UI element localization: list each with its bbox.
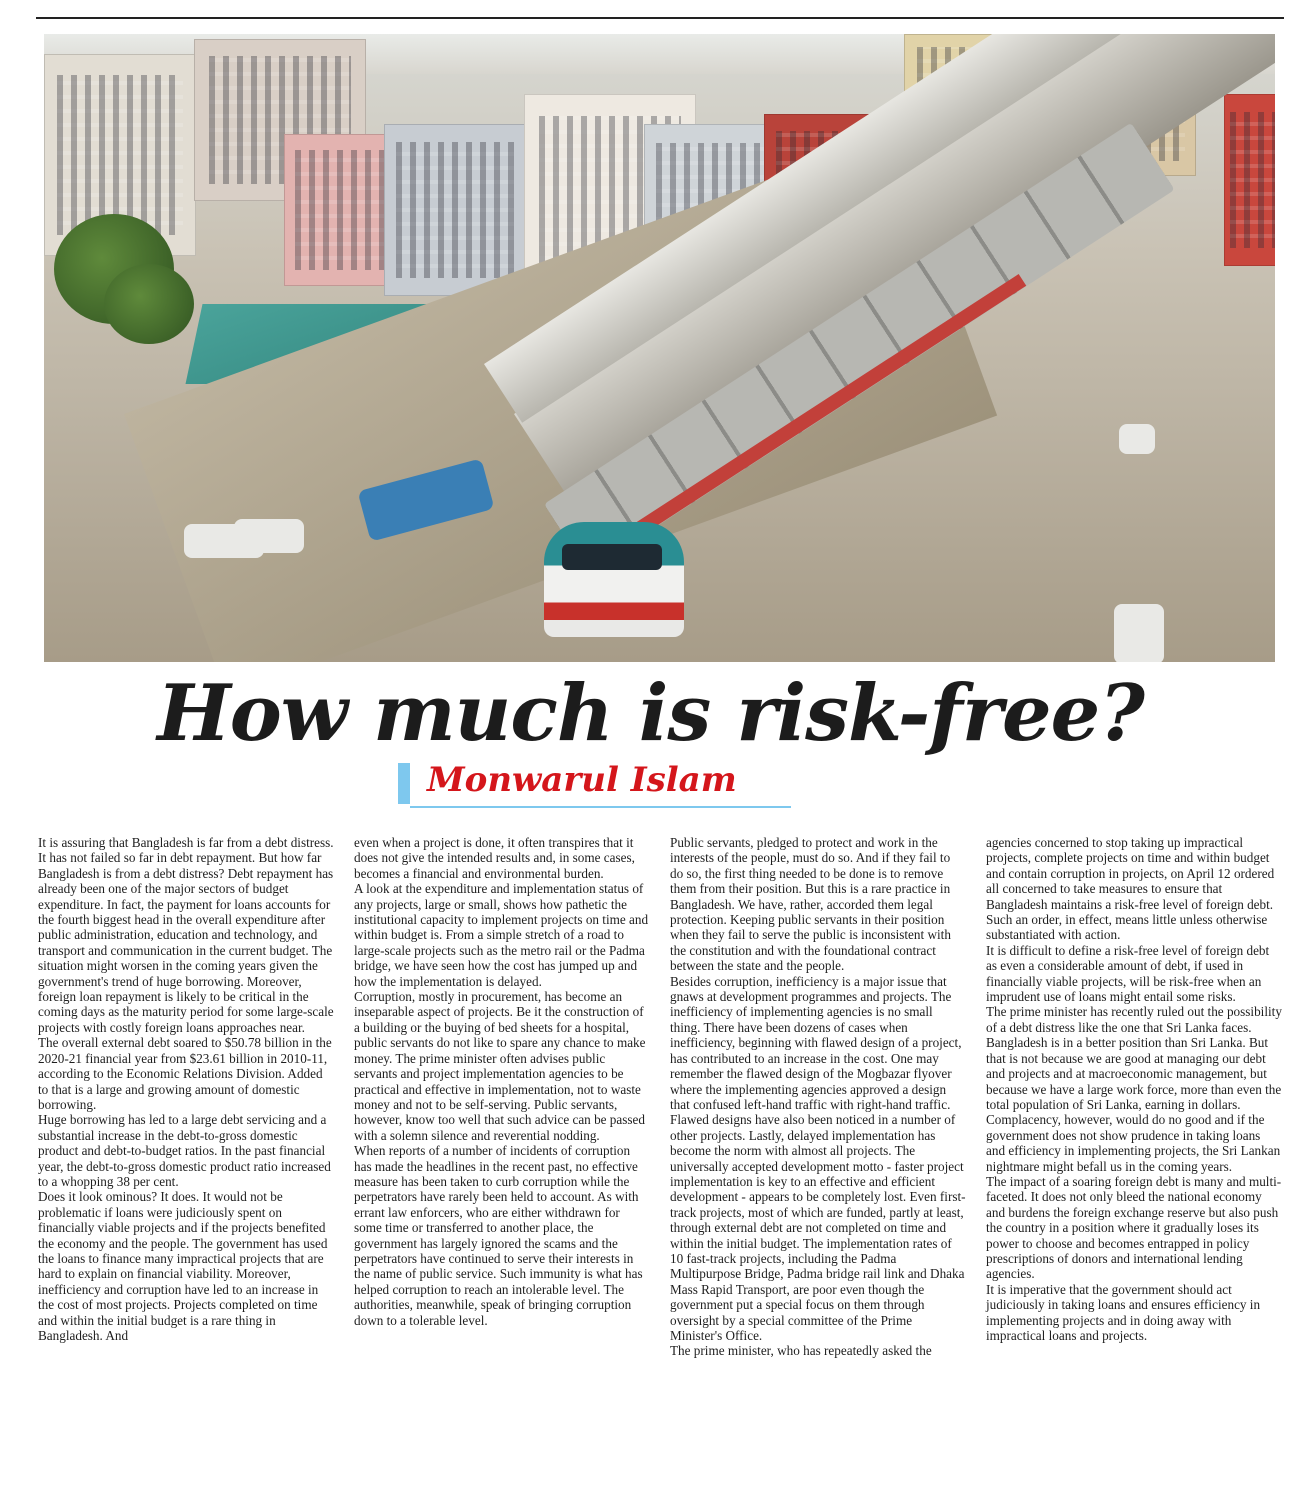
- paragraph: A look at the expenditure and implementation status of any projects, large or small, shows how pathetic the institutional capacity to implement projects on time and within budget is. From a simple stretch of a road to large-scale projects such as the metro rail or the Padma bridge, we have seen how the cost has jumped up and how the implementation is delayed.: [354, 881, 649, 989]
- paragraph: even when a project is done, it often transpires that it does not give the intended results and, in some cases, becomes a financial and environmental burden.: [354, 835, 635, 881]
- byline-accent-bar: [398, 763, 410, 804]
- top-rule: [36, 17, 1284, 19]
- article-column-4: [986, 835, 1282, 1343]
- paragraph: Corruption, mostly in procurement, has become an inseparable aspect of projects. Be it the construction of a building or the buying of bed sheets for a hospital, public servants do not like to spare any chance to make money. The prime minister often advises public servants and project implementation agencies to be practical and effective in implementation, not to waste money and not to be self-serving. Public servants, however, know too well that such advice can be passed with a solemn silence and reverential nodding.: [354, 989, 646, 1143]
- paragraph: Besides corruption, inefficiency is a major issue that gnaws at development programmes and projects. The inefficiency of implementing agencies is no small thing. There have been dozens of cases when inefficiency, beginning with flawed design of a project, has contributed to an increase in the cost. One may remember the flawed design of the Mogbazar flyover where the implementing agencies approved a design that confused left-hand traffic with right-hand traffic. Flawed designs have also been noticed in a number of other projects. Lastly, delayed implementation has become the norm with almost all projects. The universally accepted development motto - faster project implementation is key to an effective and efficient development - appears to be completely lost. Even first-track projects, most of which are funded, partly at least, through external debt are not completed on time and within the initial budget. The implementation rates of 10 fast-track projects, including the Padma Multipurpose Bridge, Padma bridge rail link and Dhaka Mass Rapid Transport, are poor even though the government put a special focus on them through oversight by a special committee of the Prime Minister's Office.: [670, 973, 966, 1343]
- paragraph: It is imperative that the government should act judiciously in taking loans and ensures efficiency in implementing projects and in doing away with impractical loans and projects.: [986, 1281, 1261, 1343]
- train-windshield: [562, 544, 662, 570]
- paragraph: It is assuring that Bangladesh is far from a debt distress. It has not failed so far in debt repayment. But how far Bangladesh is from a debt distress? Debt repayment has already been one of the major sectors of budget expenditure. In fact, the payment for loans accounts for the fourth biggest head in the overall expenditure after public administration, education and technology, and transport and communication in the current budget. The situation might worsen in the coming years given the government's trend of huge borrowing. Moreover, foreign loan repayment is likely to be critical in the coming days as the maturity period for some large-scale projects with costly foreign loans approaches near.: [38, 835, 334, 1035]
- article-column-1: [38, 835, 334, 1343]
- paragraph: Huge borrowing has led to a large debt servicing and a substantial increase in the debt-to-gross domestic product and debt-to-budget ratios. In the past financial year, the debt-to-gross domestic product ratio increased to a whopping 38 per cent.: [38, 1112, 331, 1189]
- headline: How much is risk-free?: [157, 668, 1144, 759]
- van: [1119, 424, 1155, 454]
- byline: Monwarul Islam: [427, 760, 737, 800]
- tree: [104, 264, 194, 344]
- train-front: [544, 522, 684, 637]
- paragraph: The impact of a soaring foreign debt is many and multi-faceted. It does not only bleed the national economy and burdens the foreign exchange reserve but also push the country in a position where it gradually loses its power to choose and becomes entrapped in policy prescriptions of donors and international lending agencies.: [986, 1173, 1282, 1282]
- paragraph: Complacency, however, would do no good and if the government does not show prudence in taking loans and efficiency in implementing projects, the Sri Lankan nightmare might befall us in the coming years.: [986, 1112, 1281, 1174]
- paragraph: Does it look ominous? It does. It would not be problematic if loans were judiciously spent on financially viable projects and if the projects benefited the economy and the people. The government has used the loans to finance many impractical projects that are hard to explain on financial viability. Moreover, inefficiency and corruption have led to an increase in the cost of most projects. Projects completed on time and within the initial budget is a rare thing in Bangladesh. And: [38, 1189, 328, 1343]
- building: [384, 124, 526, 296]
- paragraph: When reports of a number of incidents of corruption has made the headlines in the recent past, no effective measure has been taken to curb corruption while the perpetrators have rarely been held to account. As with errant law enforcers, who are either withdrawn for some time or transferred to another place, the government has largely ignored the scams and the perpetrators have continued to serve their interests in the name of public service. Such immunity is what has helped corruption to reach an intolerable level. The authorities, meanwhile, speak of bringing corruption down to a tolerable level.: [354, 1143, 643, 1328]
- byline-underline: [410, 806, 791, 808]
- paragraph: The prime minister, who has repeatedly asked the: [670, 1343, 932, 1359]
- article-column-2: [354, 835, 650, 1328]
- metro-rail-photo: [44, 34, 1275, 662]
- article-column-3: [670, 835, 966, 1359]
- paragraph: Public servants, pledged to protect and work in the interests of the people, must do so. And if they fail to do so, the first thing needed to be done is to remove them from their position. But this is a rare practice in Bangladesh. We have, rather, accorded them legal protection. Keeping public servants in their position when they fail to serve the public is inconsistent with the constitution and with the foundational contract between the state and the people.: [670, 835, 951, 974]
- van: [234, 519, 304, 553]
- paragraph: agencies concerned to stop taking up impractical projects, complete projects on time and within budget and contain corruption in projects, on April 12 ordered all concerned to take measures to ensure that Bangladesh maintains a risk-free level of foreign debt. Such an order, in effect, means little unless otherwise substantiated with action.: [986, 835, 1275, 943]
- van: [1114, 604, 1164, 662]
- building: [1224, 94, 1275, 266]
- paragraph: The prime minister has recently ruled out the possibility of a debt distress like the one that Sri Lanka faces. Bangladesh is in a better position than Sri Lanka. But that is not because we are good at managing our debt and projects and at macroeconomic management, but because we have a large work force, more than even the total population of Sri Lanka, earning in dollars.: [986, 1004, 1282, 1112]
- paragraph: It is difficult to define a risk-free level of foreign debt as even a considerable amount of debt, if used in financially viable projects, will be risk-free when an imprudent use of loans might entail some risks.: [986, 942, 1270, 1005]
- paragraph: The overall external debt soared to $50.78 billion in the 2020-21 financial year from $23.61 billion in 2010-11, according to the Economic Relations Division. Added to that is a large and growing amount of domestic borrowing.: [38, 1035, 332, 1112]
